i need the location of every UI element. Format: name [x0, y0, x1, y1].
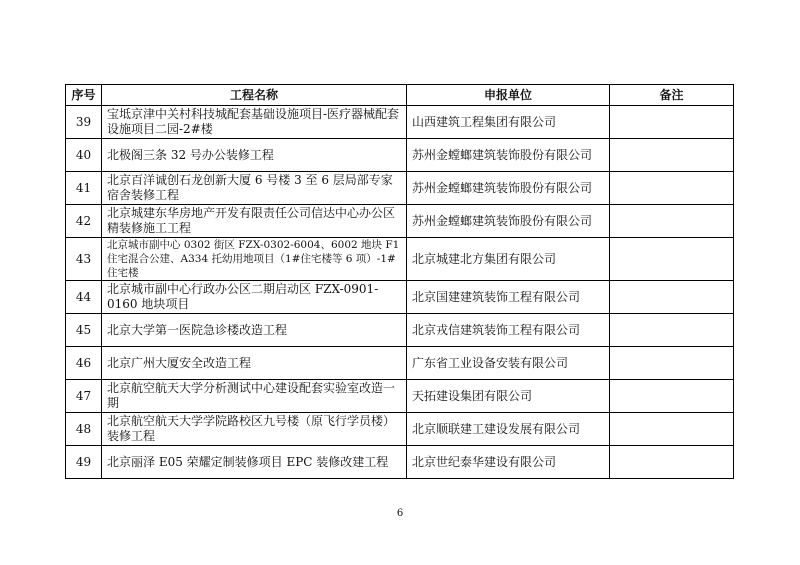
page-number: 6: [396, 508, 404, 519]
row-remarks: [610, 413, 734, 446]
table-row: [66, 347, 734, 380]
row-remarks: [610, 172, 734, 205]
row-project-name: 北京广州大厦安全改造工程: [102, 347, 407, 380]
row-project-name: 北京丽泽 E05 荣耀定制装修项目 EPC 装修改建工程: [102, 446, 407, 479]
table-row: [66, 139, 734, 172]
row-serial-number: 45: [66, 314, 102, 347]
row-serial-number: 40: [66, 139, 102, 172]
row-remarks: [610, 205, 734, 238]
table-row: [66, 314, 734, 347]
row-serial-number: 39: [66, 106, 102, 139]
row-applicant-unit: 苏州金螳螂建筑装饰股份有限公司: [407, 139, 610, 172]
header-serial-number: 序号: [66, 85, 102, 106]
row-project-name: 北京航空航天大学分析测试中心建设配套实验室改造一期: [102, 380, 407, 413]
row-serial-number: 48: [66, 413, 102, 446]
row-project-name: 北京百洋诚创石龙创新大厦 6 号楼 3 至 6 层局部专家宿舍装修工程: [102, 172, 407, 205]
table-header: [66, 85, 734, 106]
row-project-name: 北京航空航天大学学院路校区九号楼（原飞行学员楼）装修工程: [102, 413, 407, 446]
row-applicant-unit: 广东省工业设备安装有限公司: [407, 347, 610, 380]
row-project-name: 北京城市副中心 0302 街区 FZX-0302-6004、6002 地块 F1 住宅混合公建、A334 托幼用地项目（1#住宅楼等 6 项）-1#住宅楼: [102, 238, 407, 281]
row-serial-number: 41: [66, 172, 102, 205]
row-applicant-unit: 北京国建建筑装饰工程有限公司: [407, 281, 610, 314]
row-applicant-unit: 苏州金螳螂建筑装饰股份有限公司: [407, 172, 610, 205]
row-serial-number: 44: [66, 281, 102, 314]
header-remarks: 备注: [610, 85, 734, 106]
row-project-name: 北极阁三条 32 号办公装修工程: [102, 139, 407, 172]
header-applicant-unit: 申报单位: [407, 85, 610, 106]
row-applicant-unit: 北京顺联建工建设发展有限公司: [407, 413, 610, 446]
row-serial-number: 43: [66, 238, 102, 281]
row-applicant-unit: 山西建筑工程集团有限公司: [407, 106, 610, 139]
table-body: [66, 106, 734, 479]
row-project-name: 北京城市副中心行政办公区二期启动区 FZX-0901-0160 地块项目: [102, 281, 407, 314]
table-row: [66, 380, 734, 413]
project-table: [65, 84, 734, 479]
row-applicant-unit: 苏州金螳螂建筑装饰股份有限公司: [407, 205, 610, 238]
row-applicant-unit: 天拓建设集团有限公司: [407, 380, 610, 413]
row-remarks: [610, 347, 734, 380]
table-row: [66, 238, 734, 281]
row-serial-number: 42: [66, 205, 102, 238]
row-remarks: [610, 314, 734, 347]
header-project-name: 工程名称: [102, 85, 407, 106]
row-project-name: 北京城建东华房地产开发有限责任公司信达中心办公区精装修施工工程: [102, 205, 407, 238]
table-row: [66, 172, 734, 205]
table-row: [66, 205, 734, 238]
row-remarks: [610, 139, 734, 172]
row-serial-number: 47: [66, 380, 102, 413]
table-row: [66, 446, 734, 479]
row-serial-number: 46: [66, 347, 102, 380]
table-row: [66, 413, 734, 446]
row-applicant-unit: 北京世纪泰华建设有限公司: [407, 446, 610, 479]
row-remarks: [610, 106, 734, 139]
table-row: [66, 106, 734, 139]
row-project-name: 北京大学第一医院急诊楼改造工程: [102, 314, 407, 347]
row-remarks: [610, 281, 734, 314]
row-remarks: [610, 238, 734, 281]
table-row: [66, 281, 734, 314]
header-row: [66, 85, 734, 106]
row-serial-number: 49: [66, 446, 102, 479]
row-applicant-unit: 北京戎信建筑装饰工程有限公司: [407, 314, 610, 347]
row-remarks: [610, 446, 734, 479]
row-project-name: 宝坻京津中关村科技城配套基础设施项目-医疗器械配套设施项目二园-2#楼: [102, 106, 407, 139]
row-applicant-unit: 北京城建北方集团有限公司: [407, 238, 610, 281]
row-remarks: [610, 380, 734, 413]
